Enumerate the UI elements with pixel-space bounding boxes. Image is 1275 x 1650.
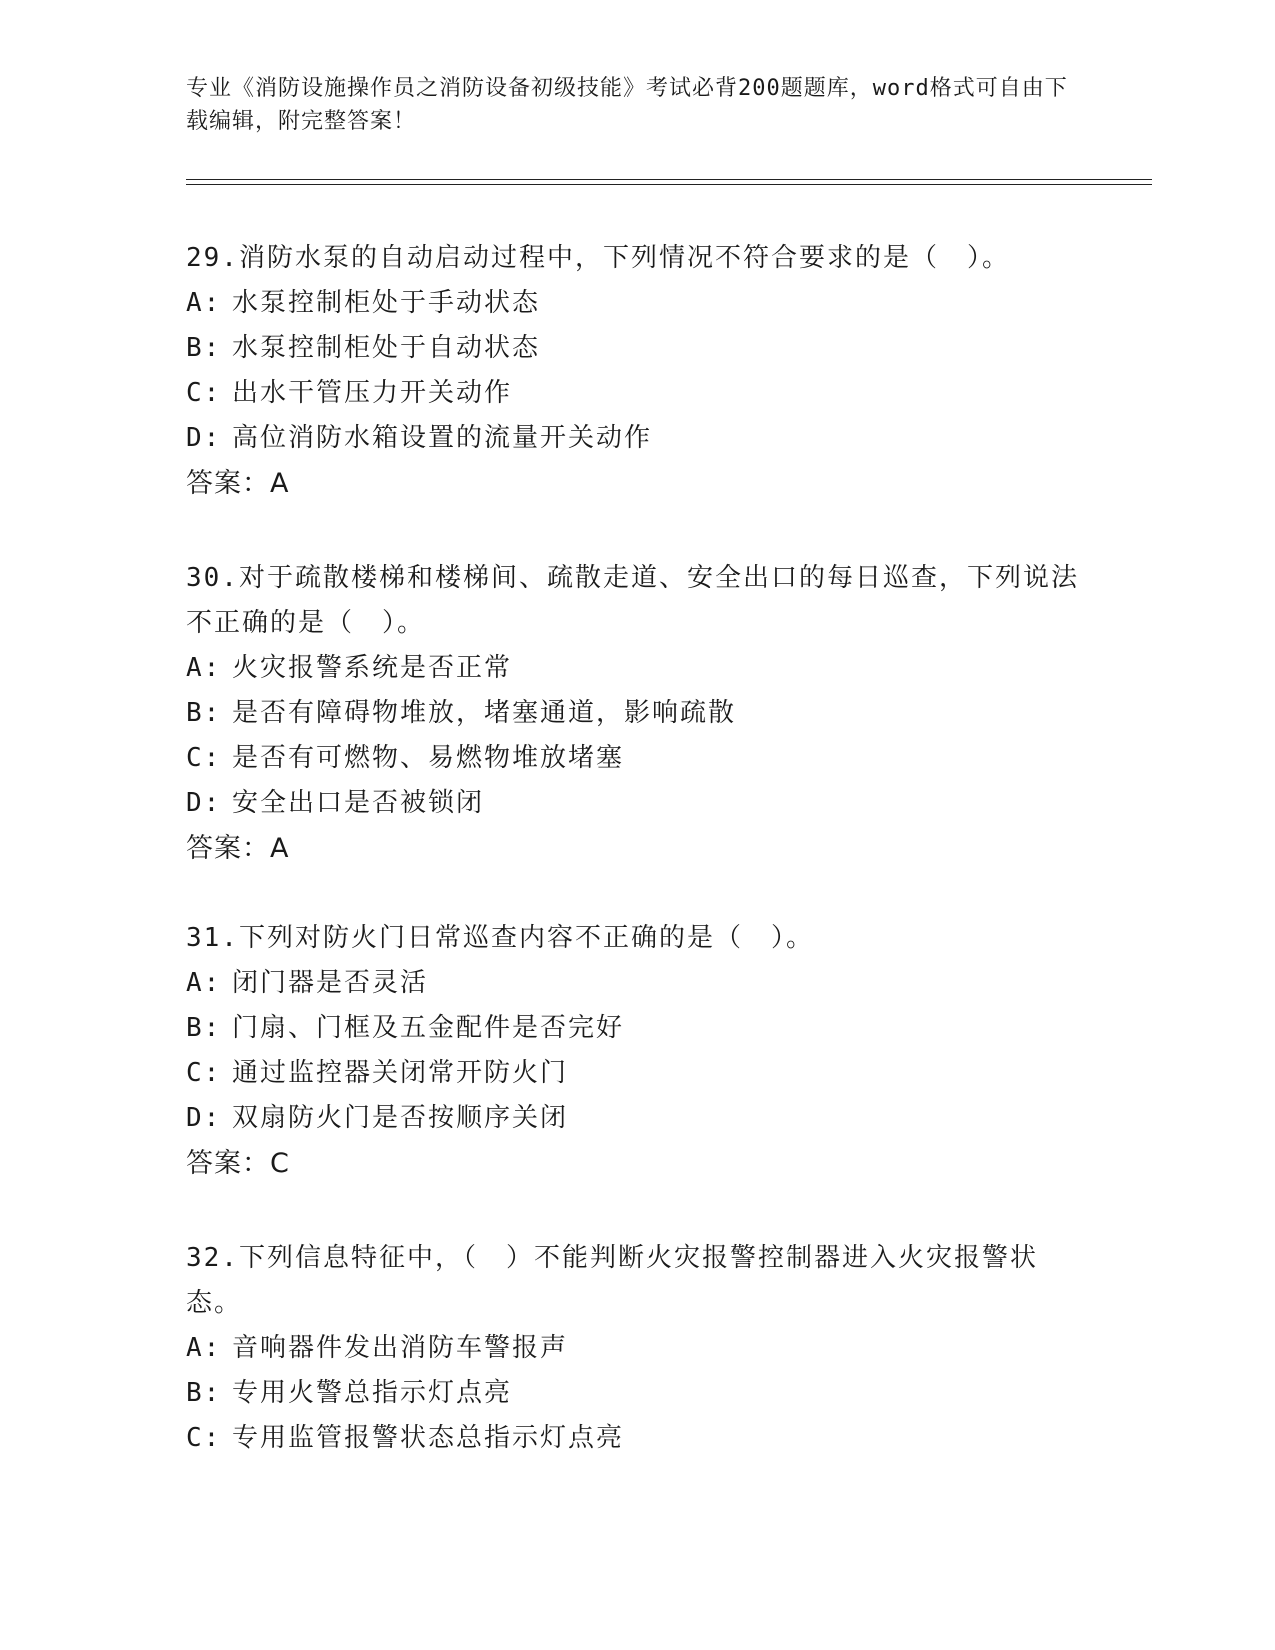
option-letter: A:: [186, 1333, 222, 1363]
option-text: 高位消防水箱设置的流量开关动作: [232, 423, 653, 453]
option-letter: A:: [186, 288, 222, 318]
option-letter: B:: [186, 698, 222, 728]
option-c: [186, 371, 1086, 416]
option-a: [186, 281, 1086, 326]
option-letter: C:: [186, 378, 222, 408]
answer-line: 答案：A: [186, 833, 290, 864]
option-d: [186, 781, 1086, 826]
answer-line: 答案：A: [186, 468, 290, 499]
option-c: [186, 736, 1086, 781]
question-30: [186, 556, 1086, 871]
option-b: [186, 326, 1086, 371]
option-text: 是否有障碍物堆放，堵塞通道，影响疏散: [232, 698, 737, 728]
option-text: 火灾报警系统是否正常: [232, 653, 513, 683]
question-29: [186, 236, 1086, 506]
option-c: [186, 1051, 1086, 1096]
option-letter: A:: [186, 968, 222, 998]
question-stem: 32.下列信息特征中，（ ）不能判断火灾报警控制器进入火灾报警状态。: [186, 1243, 1038, 1318]
option-d: [186, 416, 1086, 461]
answer-line: 答案：C: [186, 1148, 290, 1179]
question-31: [186, 916, 1086, 1186]
option-b: [186, 691, 1086, 736]
header-divider-top: [186, 179, 1152, 180]
option-text: 专用监管报警状态总指示灯点亮: [232, 1423, 625, 1453]
option-text: 出水干管压力开关动作: [232, 378, 513, 408]
document-intro: 专业《消防设施操作员之消防设备初级技能》考试必背200题题库，word格式可自由下载编辑，附完整答案！: [186, 76, 1068, 134]
option-a: [186, 1326, 1086, 1371]
option-letter: D:: [186, 788, 222, 818]
question-stem: 30.对于疏散楼梯和楼梯间、疏散走道、安全出口的每日巡查，下列说法不正确的是（ ）。: [186, 563, 1079, 638]
option-letter: B:: [186, 1013, 222, 1043]
option-letter: C:: [186, 743, 222, 773]
question-stem: 29.消防水泵的自动启动过程中，下列情况不符合要求的是（ ）。: [186, 243, 1010, 273]
option-c: [186, 1416, 1086, 1461]
header-divider-bottom: [186, 184, 1152, 185]
option-text: 通过监控器关闭常开防火门: [232, 1058, 569, 1088]
option-letter: D:: [186, 1103, 222, 1133]
option-text: 闭门器是否灵活: [232, 968, 429, 998]
option-text: 专用火警总指示灯点亮: [232, 1378, 513, 1408]
option-d: [186, 1096, 1086, 1141]
option-a: [186, 646, 1086, 691]
option-text: 安全出口是否被锁闭: [232, 788, 485, 818]
option-letter: C:: [186, 1058, 222, 1088]
option-letter: B:: [186, 1378, 222, 1408]
question-32: [186, 1236, 1086, 1461]
option-text: 门扇、门框及五金配件是否完好: [232, 1013, 625, 1043]
option-text: 音响器件发出消防车警报声: [232, 1333, 569, 1363]
option-letter: D:: [186, 423, 222, 453]
option-b: [186, 1371, 1086, 1416]
option-text: 是否有可燃物、易燃物堆放堵塞: [232, 743, 625, 773]
option-text: 水泵控制柜处于手动状态: [232, 288, 541, 318]
option-letter: A:: [186, 653, 222, 683]
option-letter: B:: [186, 333, 222, 363]
option-b: [186, 1006, 1086, 1051]
option-text: 水泵控制柜处于自动状态: [232, 333, 541, 363]
option-a: [186, 961, 1086, 1006]
option-text: 双扇防火门是否按顺序关闭: [232, 1103, 569, 1133]
option-letter: C:: [186, 1423, 222, 1453]
question-stem: 31.下列对防火门日常巡查内容不正确的是（ ）。: [186, 923, 814, 953]
